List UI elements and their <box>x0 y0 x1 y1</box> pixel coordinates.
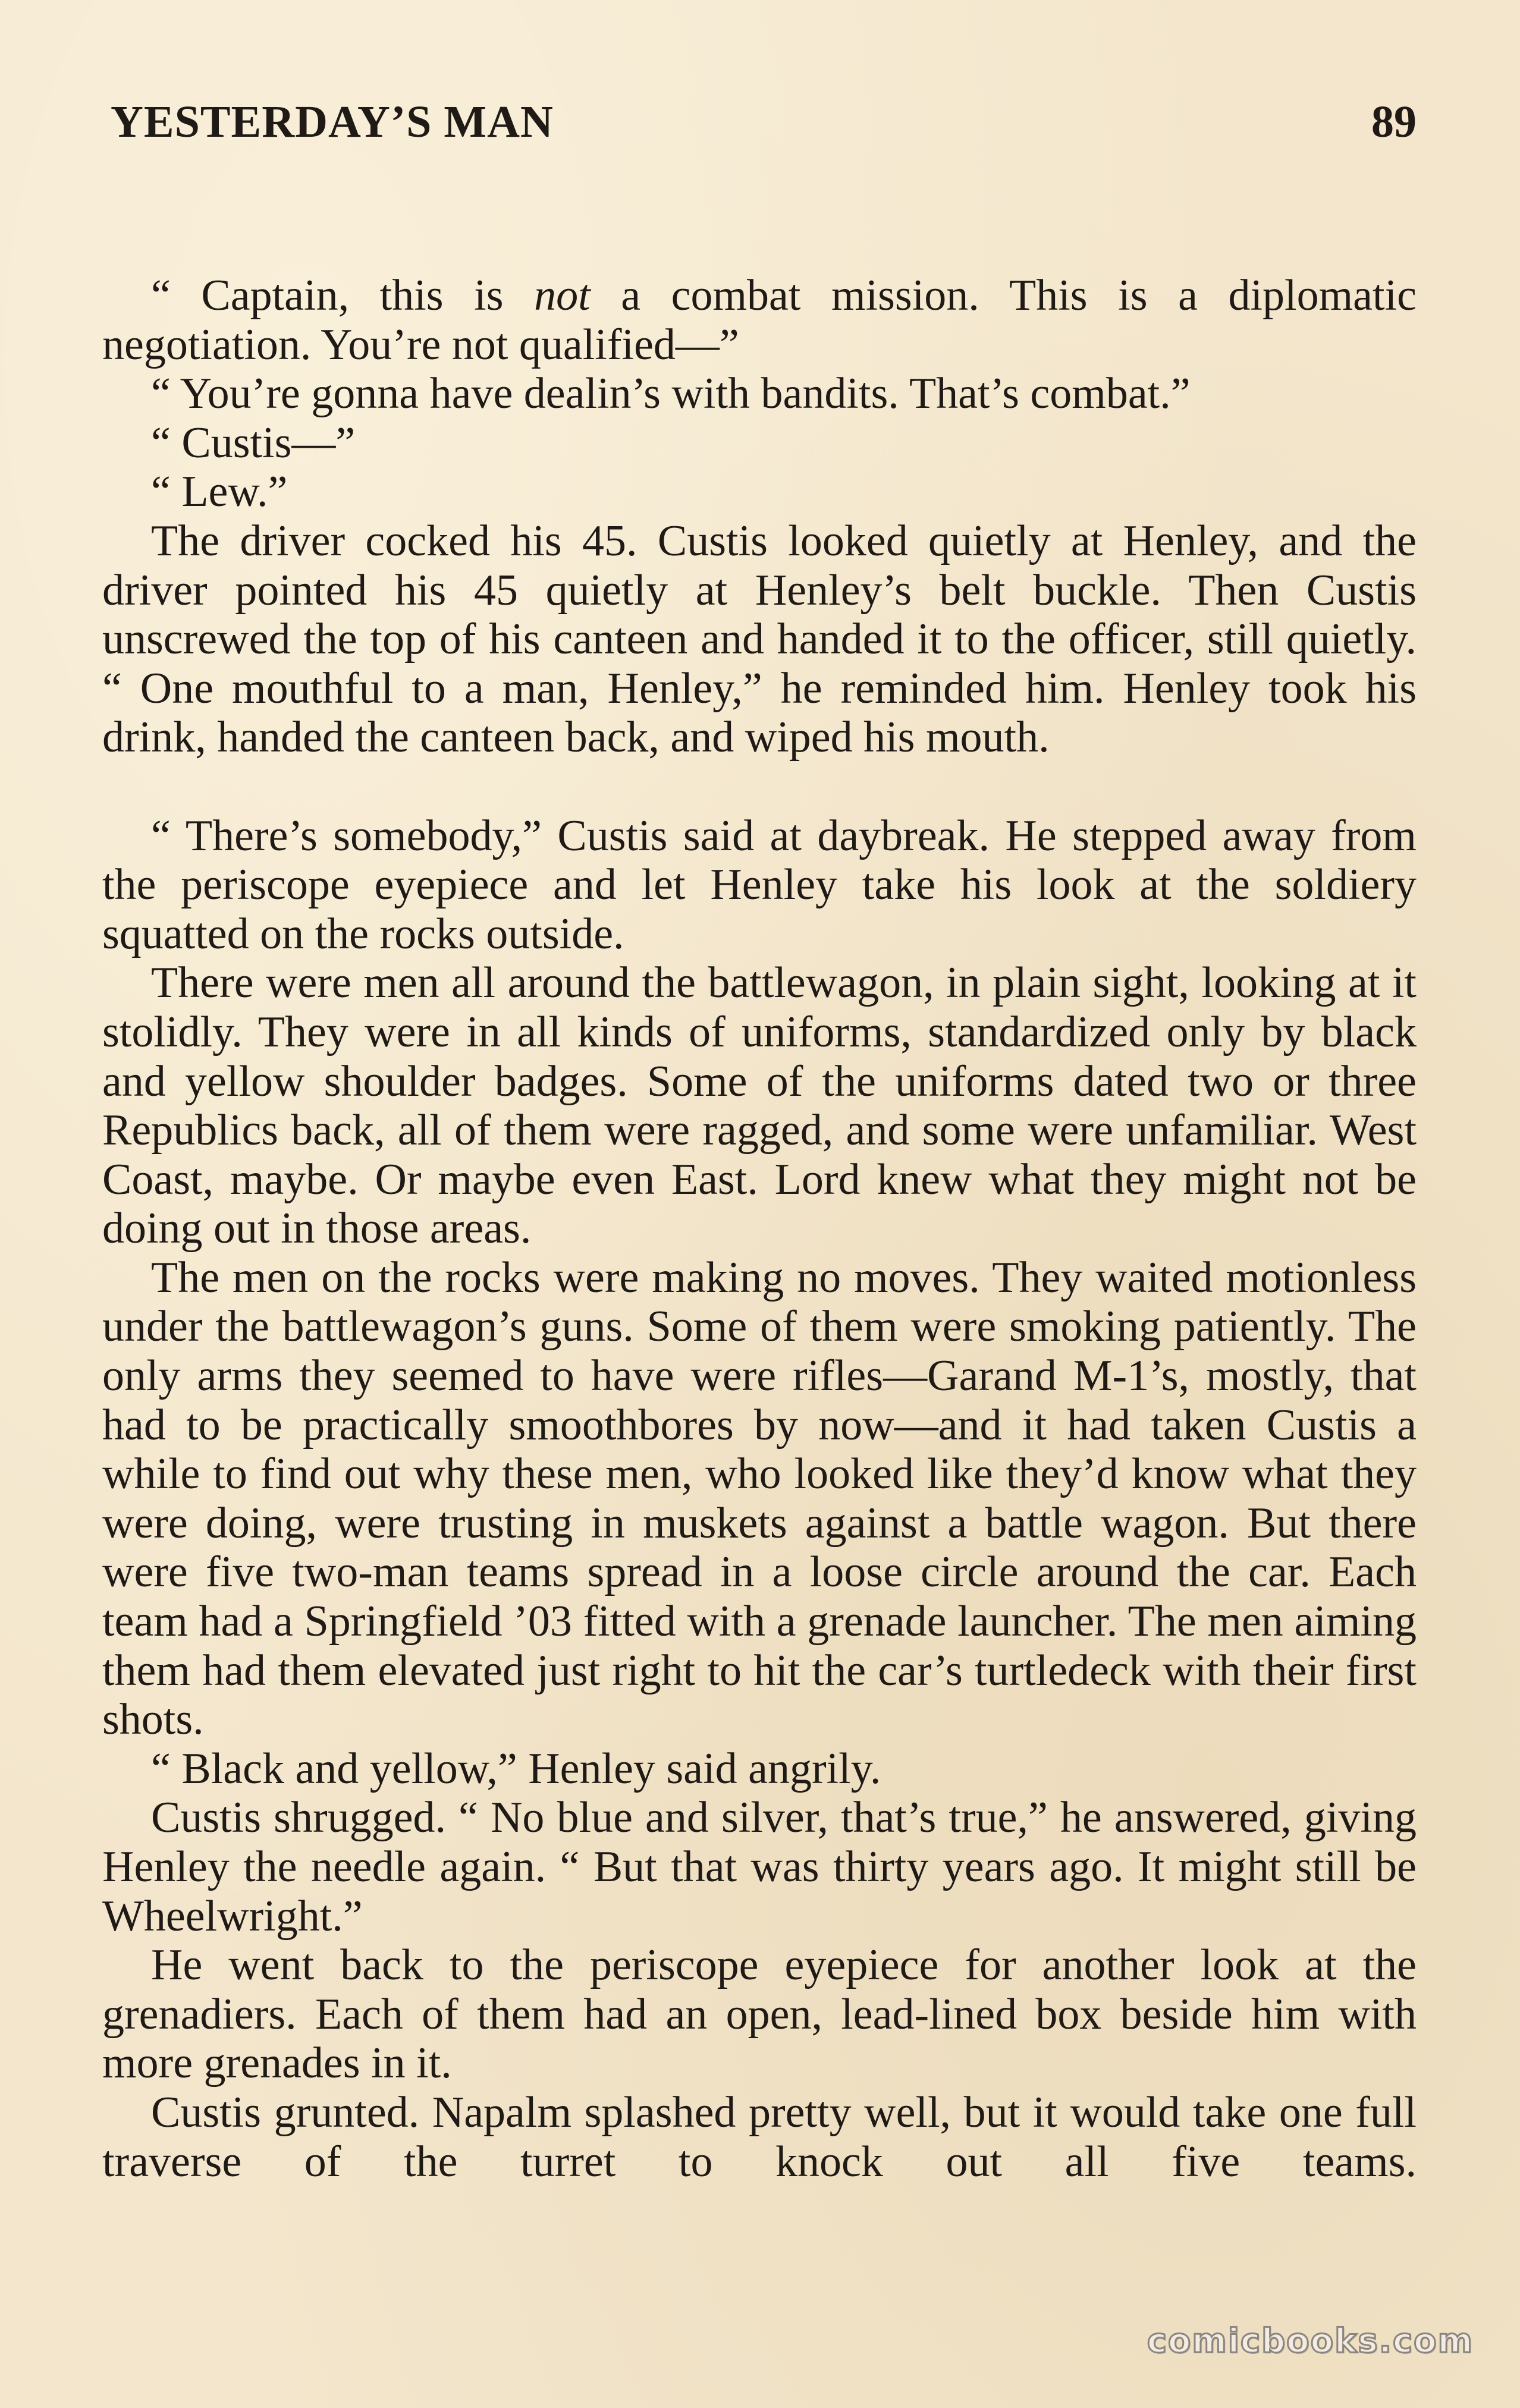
paragraph-text: There were men all around the battlewagon, in plain sight, looking at it stolidly. They were in all kinds of uniforms, standardized only by black and yellow shoulder badges. Some of the uniforms dated two or three Republics back, all of them were ragged, and some were unfamiliar. West Coast, maybe. Or maybe even East. Lord knew what they might not be doing out in those areas. <box>102 958 1417 1253</box>
book-page <box>102 89 1417 2349</box>
paragraph <box>102 2088 1417 2186</box>
paragraph-text: “ Captain, this is <box>151 271 535 320</box>
paragraph-text: Custis shrugged. “ No blue and silver, that’s true,” he answered, giving Henley the needle again. “ But that was thirty years ago. It might still be Wheelwright.” <box>102 1793 1417 1941</box>
paragraph-text: “ There’s somebody,” Custis said at daybreak. He stepped away from the periscope eyepiece and let Henley take his look at the soldiery squatted on the rocks outside. <box>102 811 1417 958</box>
section-break <box>102 762 1417 812</box>
paragraph-text: Custis grunted. Napalm splashed pretty well, but it would take one full traverse of the turret to knock out all five teams. <box>102 2088 1417 2186</box>
paragraph <box>102 1744 1417 1794</box>
running-head <box>102 89 1417 155</box>
paragraph-text: “ Black and yellow,” Henley said angrily. <box>151 1744 881 1793</box>
paragraph <box>102 1941 1417 2088</box>
paragraph <box>102 419 1417 468</box>
page-number: 89 <box>1371 97 1417 147</box>
emphasis-text: not <box>534 271 591 320</box>
paragraph-text: The men on the rocks were making no moves. They waited motionless under the battlewagon’s guns. Some of them were smoking patiently. The only arms they seemed to have were rifles—Garand M-1’s, mostly, that had to be practically smoothbores by now—and it had taken Custis a while to find out why these men, who looked like they’d know what they were doing, were trusting in muskets against a battle wagon. But there were five two-man teams spread in a loose circle around the car. Each team had a Springfield ’03 fitted with a grenade launcher. The men aiming them had them elevated just right to hit the car’s turtledeck with their first shots. <box>102 1253 1417 1744</box>
body-text <box>102 271 1417 2186</box>
running-title: YESTERDAY’S MAN <box>111 97 554 147</box>
paragraph <box>102 1793 1417 1941</box>
paragraph <box>102 812 1417 959</box>
watermark-logo: comicbooks.com <box>1147 2322 1474 2360</box>
paragraph-text: “ Lew.” <box>151 467 288 517</box>
paragraph-text: “ Custis—” <box>151 418 356 467</box>
paragraph-text: The driver cocked his 45. Custis looked quietly at Henley, and the driver pointed his 45 quietly at Henley’s belt buckle. Then Custis unscrewed the top of his canteen and handed it to the officer, still quietly. “ One mouthful to a man, Henley,” he reminded him. Henley took his drink, handed the canteen back, and wiped his mouth. <box>102 516 1417 762</box>
paragraph <box>102 369 1417 419</box>
paragraph <box>102 958 1417 1253</box>
paragraph <box>102 467 1417 517</box>
paragraph <box>102 1253 1417 1744</box>
paragraph-text: a combat mission. This is a diplomatic negotiation. You’re not qualified—” <box>102 271 1417 369</box>
paragraph-text: He went back to the periscope eyepiece for another look at the grenadiers. Each of them had an open, lead-lined box beside him with more grenades in it. <box>102 1941 1417 2088</box>
paragraph <box>102 271 1417 369</box>
paragraph <box>102 517 1417 762</box>
paragraph-text: “ You’re gonna have dealin’s with bandits. That’s combat.” <box>151 369 1191 419</box>
